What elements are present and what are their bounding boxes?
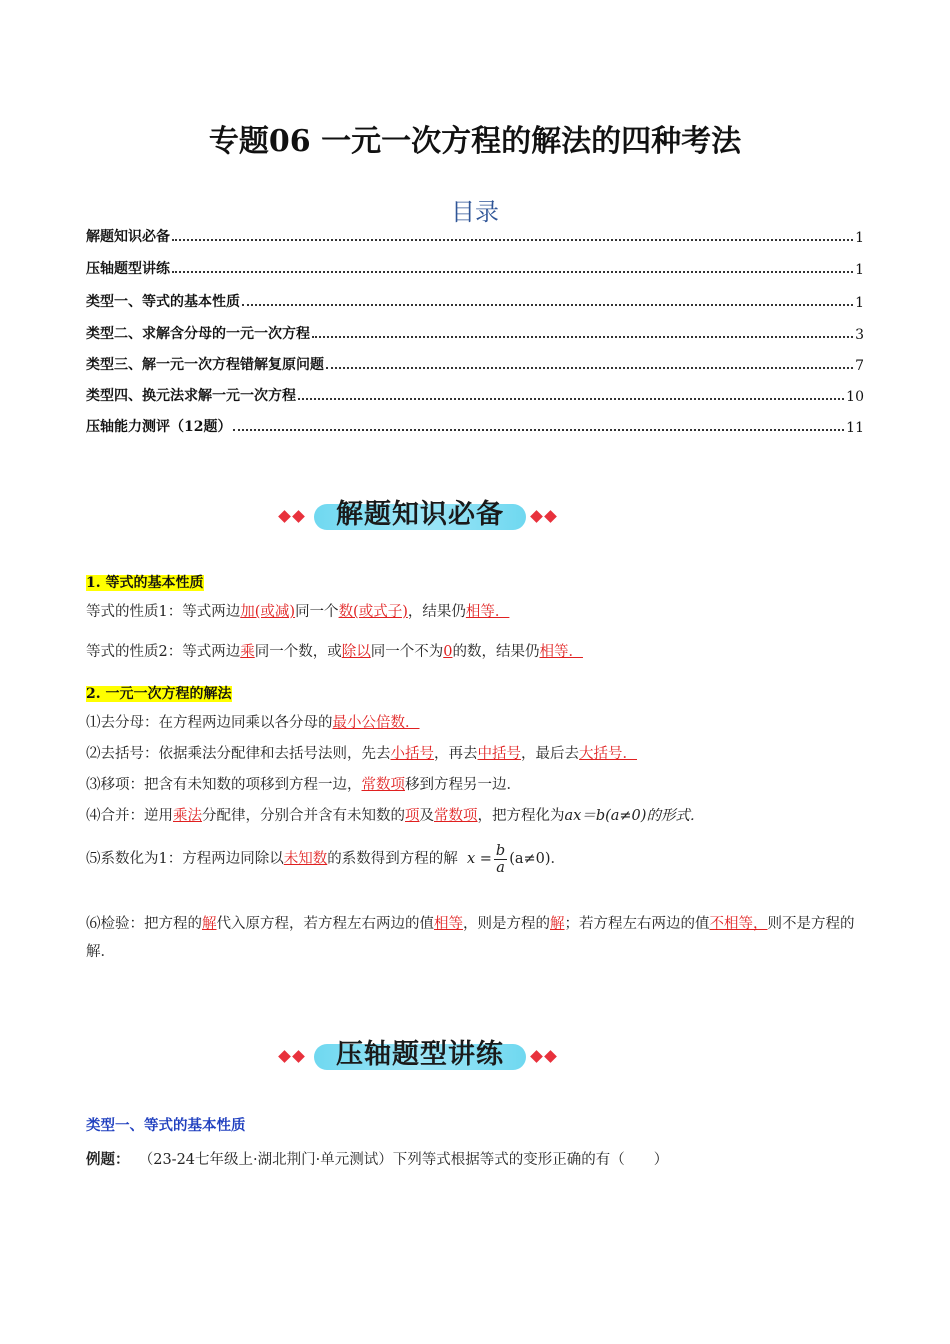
toc-item-page: 10 [846, 389, 864, 405]
diamond-icon [530, 510, 543, 523]
toc-item[interactable] [86, 383, 864, 405]
toc-item-page: 3 [855, 327, 864, 343]
toc-item-page: 1 [855, 262, 864, 278]
property-1: 等式的性质1：等式两边加(或减)同一个数(或式子)，结果仍相等． [86, 604, 510, 620]
toc-item-page: 1 [855, 295, 864, 311]
banner-title: 解题知识必备 [336, 499, 504, 530]
section-banner [276, 490, 566, 546]
fraction: $\frac{b}{a}$ [495, 842, 506, 876]
diamond-icon [292, 510, 305, 523]
section-banner [276, 1030, 566, 1086]
example: 例题： （23-24七年级上·湖北荆门·单元测试）下列等式根据等式的变形正确的有（ ） [86, 1151, 669, 1168]
type-heading: 类型一、等式的基本性质 [86, 1117, 246, 1134]
subsection-heading: 1. 等式的基本性质 [86, 575, 204, 591]
toc-item[interactable] [86, 352, 864, 374]
step-3: ⑶移项：把含有未知数的项移到方程一边，常数项移到方程另一边． [86, 777, 521, 793]
toc-item[interactable] [86, 321, 864, 343]
diamond-icon [544, 510, 557, 523]
toc-item-page: 11 [846, 420, 864, 436]
toc-heading: 目录 [451, 198, 499, 226]
toc-item-label: 类型二、求解含分母的一元一次方程 [86, 326, 310, 342]
property-2: 等式的性质2：等式两边乘同一个数，或除以同一个不为0的数，结果仍相等． [86, 644, 583, 660]
toc-item-label: 类型一、等式的基本性质 [86, 294, 240, 310]
toc-item-page: 1 [855, 230, 864, 246]
toc-item[interactable] [86, 224, 864, 246]
step-1: ⑴去分母：在方程两边同乘以各分母的最小公倍数． [86, 715, 420, 731]
step-2: ⑵去括号：依据乘法分配律和去括号法则，先去小括号，再去中括号，最后去大括号． [86, 746, 637, 762]
toc-item[interactable] [86, 289, 864, 311]
toc-item-page: 7 [855, 358, 864, 374]
diamond-icon [292, 1050, 305, 1063]
step-6: ⑹检验：把方程的解代入原方程，若方程左右两边的值相等，则是方程的解；若方程左右两边的值不相等，则不是方程的解． [86, 916, 855, 960]
toc-item-label: 解题知识必备 [86, 229, 170, 245]
toc-item-label: 类型三、解一元一次方程错解复原问题 [86, 357, 324, 373]
step-5: ⑸系数化为1：方程两边同除以未知数的系数得到方程的解 x = $\frac{b}{a}$ (a≠0)． [86, 842, 566, 876]
subsection-heading: 2. 一元一次方程的解法 [86, 686, 232, 702]
toc-item-label: 压轴能力测评（12题） [86, 419, 232, 435]
diamond-icon [530, 1050, 543, 1063]
toc-item-label: 压轴题型讲练 [86, 261, 170, 277]
page-title: 专题06 一元一次方程的解法的四种考法 [208, 124, 742, 159]
diamond-icon [278, 1050, 291, 1063]
toc-item[interactable] [86, 256, 864, 278]
toc-item-label: 类型四、换元法求解一元一次方程 [86, 388, 296, 404]
banner-title: 压轴题型讲练 [336, 1039, 504, 1070]
diamond-icon [544, 1050, 557, 1063]
step-4: ⑷合并：逆用乘法分配律，分别合并含有未知数的项及常数项，把方程化为ax＝b(a≠0)的形式． [86, 808, 705, 824]
toc-item[interactable] [86, 414, 864, 436]
diamond-icon [278, 510, 291, 523]
